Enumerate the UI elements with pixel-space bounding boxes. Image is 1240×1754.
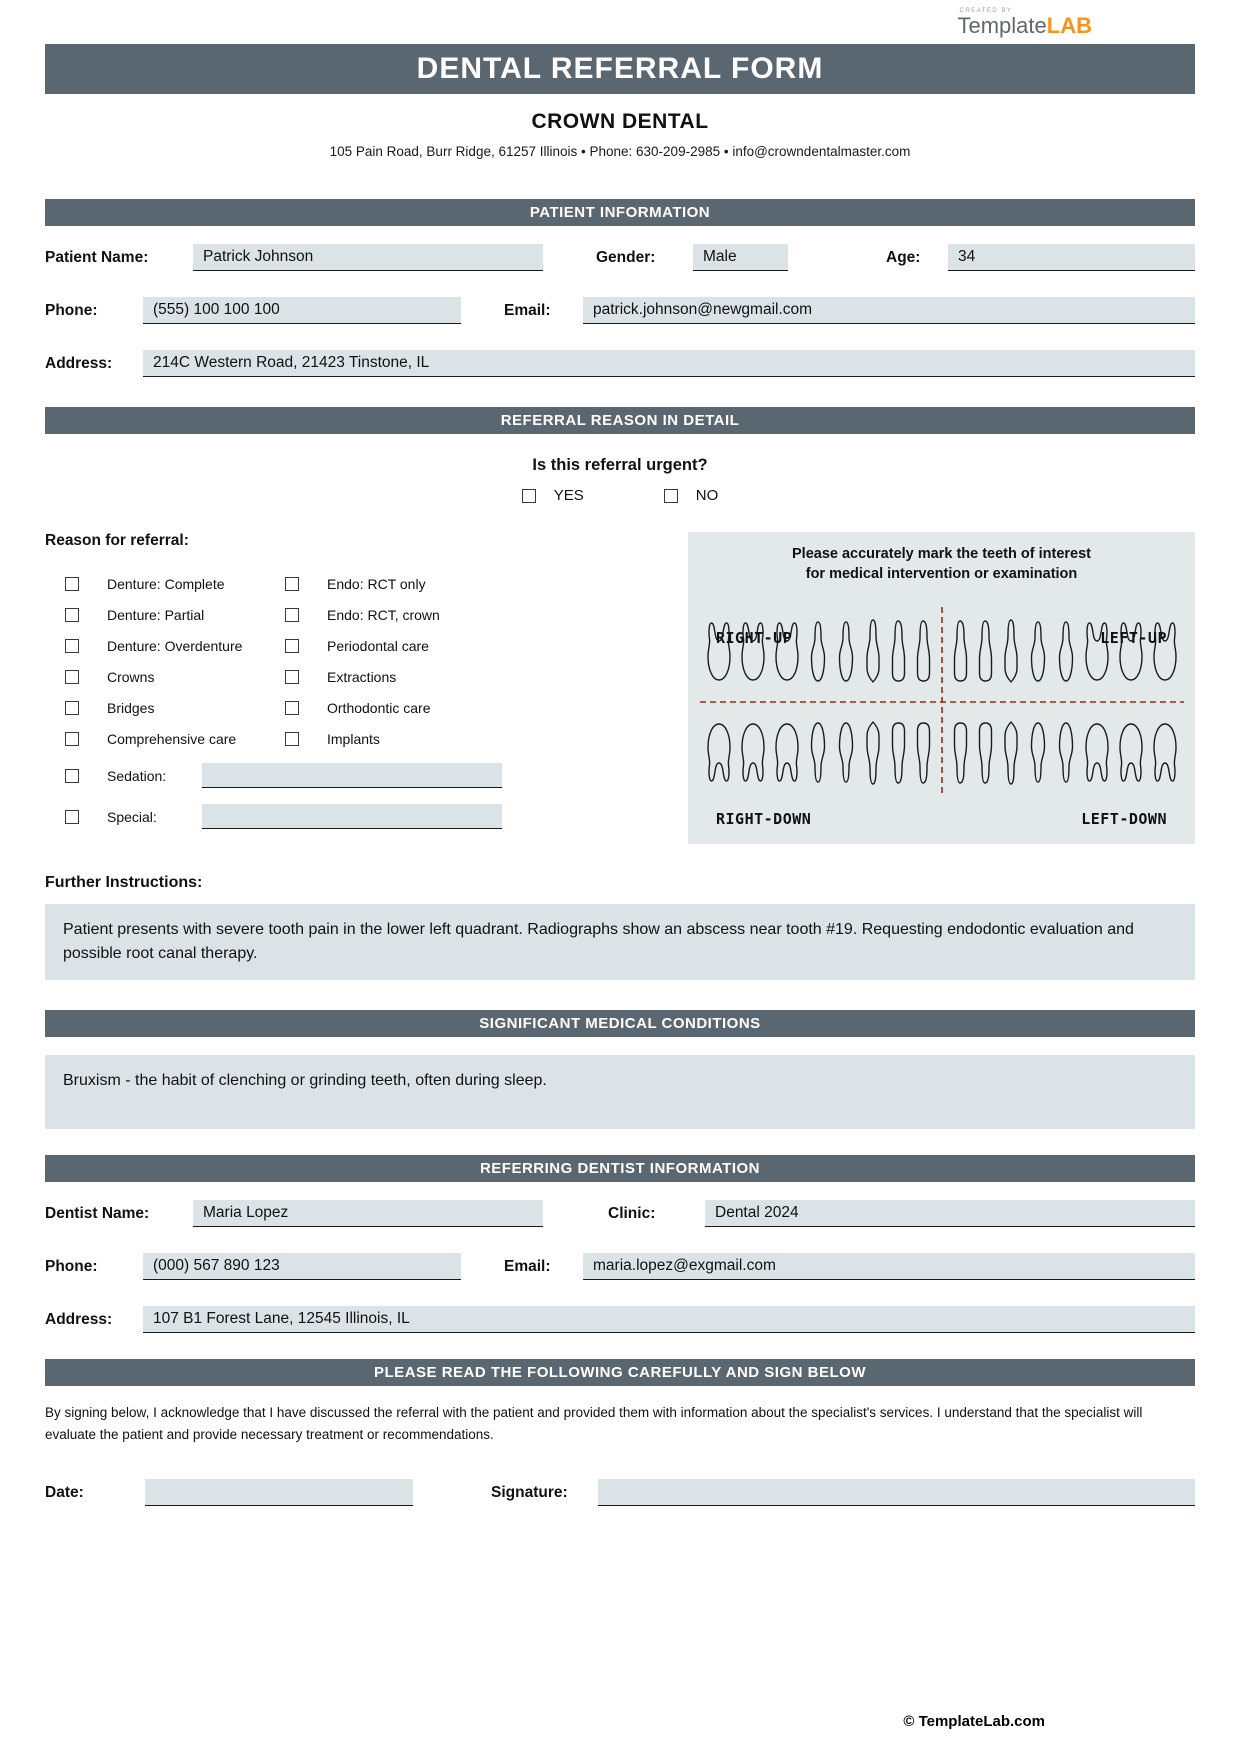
urgent-no-option[interactable] (664, 487, 719, 504)
dentist-row-3 (45, 1306, 1195, 1333)
teeth-chart-instruction (688, 544, 1195, 585)
patient-address-value: 214C Western Road, 21423 Tinstone, IL (153, 354, 430, 371)
checkbox-icon[interactable] (65, 577, 79, 591)
logo-template-text: Template (957, 13, 1047, 38)
reason-option-label: Endo: RCT only (327, 576, 426, 592)
dentist-address-label: Address: (45, 1310, 113, 1328)
date-label: Date: (45, 1483, 84, 1501)
further-instructions-input[interactable] (45, 904, 1195, 980)
dentist-phone-label: Phone: (45, 1257, 98, 1275)
label-right-up: RIGHT-UP (716, 628, 793, 647)
reason-option-label: Orthodontic care (327, 700, 431, 716)
logo-created-by-text: CREATED BY (959, 8, 1013, 14)
signature-label: Signature: (491, 1483, 568, 1501)
urgent-yes-option[interactable] (522, 487, 584, 504)
dentist-phone-value: (000) 567 890 123 (153, 1257, 280, 1274)
dentist-phone-input[interactable] (143, 1253, 461, 1280)
checkbox-icon[interactable] (65, 670, 79, 684)
reason-special-row (45, 804, 555, 829)
reason-option-label: Bridges (107, 700, 155, 716)
special-label: Special: (107, 808, 157, 825)
reason-for-referral-label: Reason for referral: (45, 532, 189, 549)
dentist-address-value: 107 B1 Forest Lane, 12545 Illinois, IL (153, 1310, 410, 1327)
reason-option[interactable] (285, 669, 525, 685)
reason-and-teeth-area (45, 532, 1195, 844)
logo-lab-text: LAB (1046, 13, 1092, 38)
patient-row-3 (45, 350, 1195, 377)
checkbox-icon[interactable] (285, 577, 299, 591)
reason-option[interactable] (285, 700, 525, 716)
reason-option-label: Denture: Partial (107, 607, 205, 623)
reason-column (45, 532, 555, 829)
dentist-email-value: maria.lopez@exgmail.com (593, 1257, 776, 1274)
templatelab-footer-link[interactable]: © TemplateLab.com (903, 1713, 1045, 1730)
patient-row-1 (45, 244, 1195, 271)
reason-option[interactable] (285, 576, 525, 592)
checkbox-icon[interactable] (65, 701, 79, 715)
checkbox-icon[interactable] (285, 639, 299, 653)
checkbox-icon[interactable] (285, 732, 299, 746)
reason-option-label: Endo: RCT, crown (327, 607, 440, 623)
patient-phone-label: Phone: (45, 301, 98, 319)
reason-checkbox-list (45, 576, 555, 747)
urgent-no-checkbox[interactable] (664, 489, 678, 503)
teeth-instruction-line1: Please accurately mark the teeth of interest (792, 546, 1091, 562)
dentist-row-1 (45, 1200, 1195, 1227)
section-referral-reason: REFERRAL REASON IN DETAIL (45, 407, 1195, 434)
patient-name-value: Patrick Johnson (203, 248, 314, 265)
urgent-yes-label: YES (553, 487, 584, 504)
patient-row-2 (45, 297, 1195, 324)
reason-option-label: Extractions (327, 669, 397, 685)
section-patient-information: PATIENT INFORMATION (45, 199, 1195, 226)
teeth-chart-box[interactable] (688, 532, 1195, 844)
teeth-instruction-line2: for medical intervention or examination (805, 566, 1078, 583)
gender-value: Male (703, 248, 737, 265)
form-title-bar (45, 44, 1195, 94)
checkbox-icon[interactable] (65, 639, 79, 653)
dentist-name-value: Maria Lopez (203, 1204, 289, 1221)
reason-option-label: Periodontal care (327, 638, 429, 654)
patient-phone-value: (555) 100 100 100 (153, 301, 280, 318)
reason-option[interactable] (65, 731, 285, 747)
dentist-email-label: Email: (504, 1257, 551, 1275)
sedation-label: Sedation: (107, 767, 167, 784)
reason-option[interactable] (65, 700, 285, 716)
section-sign-below: PLEASE READ THE FOLLOWING CAREFULLY AND SIGN BELOW (45, 1359, 1195, 1386)
clinic-name: CROWN DENTAL (531, 110, 709, 133)
dentist-email-input[interactable] (583, 1253, 1195, 1280)
medical-conditions-value: Bruxism - the habit of clenching or grinding teeth, often during sleep. (63, 1072, 547, 1089)
dentist-address-input[interactable] (143, 1306, 1195, 1333)
patient-address-label: Address: (45, 354, 113, 372)
teeth-diagram-area[interactable] (688, 585, 1195, 844)
patient-email-label: Email: (504, 301, 551, 319)
patient-address-input[interactable] (143, 350, 1195, 377)
section-medical-conditions: SIGNIFICANT MEDICAL CONDITIONS (45, 1010, 1195, 1037)
checkbox-icon[interactable] (285, 608, 299, 622)
reason-option-label: Implants (327, 731, 380, 747)
further-instructions-value: Patient presents with severe tooth pain in the lower left quadrant. Radiographs show an abscess near tooth #19. Requesting endodontic evaluation and possible root canal therapy. (63, 921, 1134, 962)
sedation-input[interactable] (202, 763, 502, 788)
dentist-name-input[interactable] (193, 1200, 543, 1227)
clinic-contact-line: 105 Pain Road, Burr Ridge, 61257 Illinois • Phone: 630-209-2985 • info@crowndentalmaster.com (329, 144, 911, 159)
checkbox-icon[interactable] (65, 732, 79, 746)
medical-conditions-input[interactable] (45, 1055, 1195, 1129)
reason-option[interactable] (65, 669, 285, 685)
further-instructions-label: Further Instructions: (45, 874, 203, 891)
special-input[interactable] (202, 804, 502, 829)
gender-input[interactable] (693, 244, 788, 271)
patient-phone-input[interactable] (143, 297, 461, 324)
age-input[interactable] (948, 244, 1195, 271)
clinic-input[interactable] (705, 1200, 1195, 1227)
dentist-row-2 (45, 1253, 1195, 1280)
label-left-up: LEFT-UP (1100, 628, 1167, 647)
acknowledgement-text: By signing below, I acknowledge that I have discussed the referral with the patient and provided them with information about the specialist's services. I understand that the specialist will evaluate the patient and provide necessary treatment or recommendations. (45, 1405, 1143, 1442)
urgent-question: Is this referral urgent? (532, 456, 708, 474)
patient-email-input[interactable] (583, 297, 1195, 324)
patient-name-input[interactable] (193, 244, 543, 271)
section-referring-dentist: REFERRING DENTIST INFORMATION (45, 1155, 1195, 1182)
label-right-down: RIGHT-DOWN (716, 810, 812, 828)
reason-option-label: Comprehensive care (107, 731, 237, 747)
clinic-label: Clinic: (608, 1204, 656, 1222)
patient-email-value: patrick.johnson@newgmail.com (593, 301, 813, 318)
reason-option-label: Denture: Complete (107, 576, 225, 592)
clinic-value: Dental 2024 (715, 1204, 799, 1221)
reason-option-label: Denture: Overdenture (107, 638, 243, 654)
age-value: 34 (958, 248, 976, 265)
reason-sedation-row (45, 763, 555, 788)
age-label: Age: (886, 248, 921, 266)
patient-name-label: Patient Name: (45, 248, 149, 266)
logo-wordmark (958, 14, 1093, 38)
gender-label: Gender: (596, 248, 656, 266)
form-title: DENTAL REFERRAL FORM (416, 52, 824, 85)
reason-option[interactable] (285, 607, 525, 623)
urgent-yes-checkbox[interactable] (522, 489, 536, 503)
checkbox-icon[interactable] (285, 670, 299, 684)
urgent-options (45, 487, 1195, 504)
reason-option[interactable] (285, 638, 525, 654)
signature-input[interactable] (598, 1479, 1195, 1506)
date-signature-row (45, 1479, 1195, 1506)
dentist-name-label: Dentist Name: (45, 1204, 150, 1222)
special-checkbox[interactable] (65, 810, 79, 824)
reason-option[interactable] (285, 731, 525, 747)
templatelab-logo (958, 8, 1093, 38)
date-input[interactable] (145, 1479, 413, 1506)
reason-option[interactable] (65, 607, 285, 623)
reason-option[interactable] (65, 638, 285, 654)
reason-option-label: Crowns (107, 669, 155, 685)
urgent-no-label: NO (695, 487, 719, 504)
sedation-checkbox[interactable] (65, 769, 79, 783)
label-left-down: LEFT-DOWN (1081, 810, 1167, 828)
checkbox-icon[interactable] (65, 608, 79, 622)
checkbox-icon[interactable] (285, 701, 299, 715)
reason-option[interactable] (65, 576, 285, 592)
